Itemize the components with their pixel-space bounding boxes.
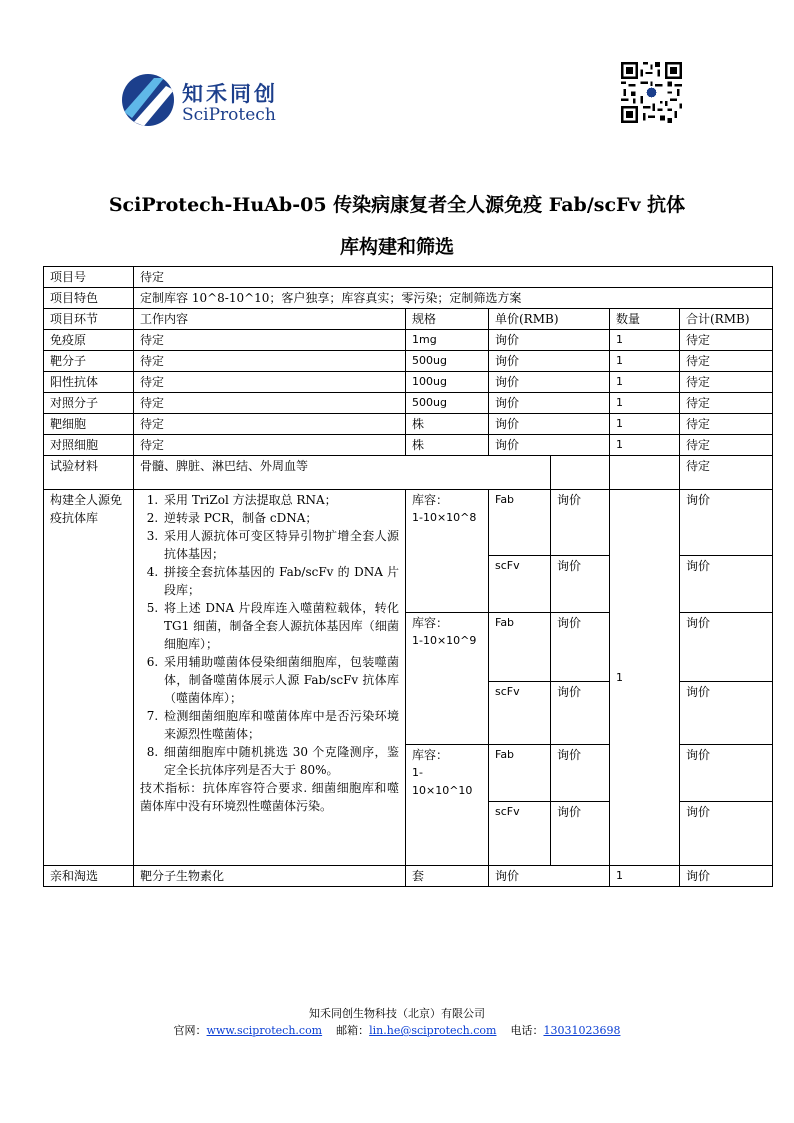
table-row [44, 456, 773, 490]
website-link[interactable]: www.sciprotech.com [206, 1024, 323, 1037]
library-total: 询价 [680, 613, 773, 682]
project-no-value: 待定 [134, 267, 773, 288]
header-spec: 规格 [406, 309, 489, 330]
library-step: 5. 将上述 DNA 片段库连入噬菌粒载体，转化 TG1 细菌，制备全套人源抗体基因库（细菌细胞库）； [162, 599, 399, 653]
email-link[interactable]: lin.he@sciprotech.com [369, 1024, 497, 1037]
library-price: 询价 [551, 490, 610, 556]
item-stage: 阳性抗体 [44, 372, 134, 393]
library-format: Fab [489, 613, 551, 682]
library-price: 询价 [551, 745, 610, 802]
item-price: 询价 [489, 351, 610, 372]
item-spec: 1mg [406, 330, 489, 351]
library-total: 询价 [680, 556, 773, 613]
item-total: 待定 [680, 330, 773, 351]
capacity-label: 库容： [412, 748, 449, 762]
table-row [44, 288, 773, 309]
panning-price: 询价 [489, 866, 610, 887]
material-content: 骨髓、脾脏、淋巴结、外周血等 [134, 456, 551, 490]
item-total: 待定 [680, 372, 773, 393]
item-quantity: 1 [610, 435, 680, 456]
item-total: 待定 [680, 435, 773, 456]
item-quantity: 1 [610, 372, 680, 393]
capacity-cell [406, 613, 489, 745]
table-row [44, 267, 773, 288]
item-spec: 500ug [406, 351, 489, 372]
table-row [44, 372, 773, 393]
item-price: 询价 [489, 435, 610, 456]
library-work-content [134, 490, 406, 866]
item-spec: 株 [406, 414, 489, 435]
panning-label: 亲和淘选 [44, 866, 134, 887]
panning-quantity: 1 [610, 866, 680, 887]
library-step: 3. 采用人源抗体可变区特异引物扩增全套人源抗体基因； [162, 527, 399, 563]
library-step: 7. 检测细菌细胞库和噬菌体库中是否污染环境来源烈性噬菌体； [162, 707, 399, 743]
material-price [551, 456, 610, 490]
logo-english-name: SciProtech [182, 105, 276, 125]
library-price: 询价 [551, 802, 610, 866]
qr-code-icon [621, 62, 682, 123]
header-quantity: 数量 [610, 309, 680, 330]
library-step: 8. 细菌细胞库中随机挑选 30 个克隆测序，鉴定全长抗体序列是否大于 80%。 [162, 743, 399, 779]
item-quantity: 1 [610, 393, 680, 414]
capacity-value: 1-10×10^9 [412, 634, 477, 647]
library-step: 4. 拼接全套抗体基因的 Fab/scFv 的 DNA 片段库； [162, 563, 399, 599]
item-quantity: 1 [610, 330, 680, 351]
item-price: 询价 [489, 393, 610, 414]
footer-phone-label: 电话： [510, 1024, 544, 1037]
library-price: 询价 [551, 613, 610, 682]
footer-contact [0, 1022, 794, 1038]
document-title-line-1: SciProtech-HuAb-05 传染病康复者全人源免疫 Fab/scFv 抗体 [108, 194, 686, 216]
item-stage: 免疫原 [44, 330, 134, 351]
footer-company: 知禾同创生物科技（北京）有限公司 [309, 1007, 485, 1020]
library-total: 询价 [680, 490, 773, 556]
library-total: 询价 [680, 802, 773, 866]
capacity-label: 库容： [412, 616, 449, 630]
item-stage: 靶细胞 [44, 414, 134, 435]
table-row [44, 866, 773, 887]
item-quantity: 1 [610, 414, 680, 435]
panning-total: 询价 [680, 866, 773, 887]
capacity-value: 1-10×10^8 [412, 511, 477, 524]
material-label: 试验材料 [44, 456, 134, 490]
item-price: 询价 [489, 414, 610, 435]
item-price: 询价 [489, 330, 610, 351]
item-work: 待定 [134, 393, 406, 414]
material-total: 待定 [680, 456, 773, 490]
item-total: 待定 [680, 393, 773, 414]
library-label: 构建全人源免疫抗体库 [44, 490, 134, 866]
item-stage: 对照分子 [44, 393, 134, 414]
table-header-row [44, 309, 773, 330]
item-spec: 500ug [406, 393, 489, 414]
capacity-value: 1-10×10^10 [412, 766, 473, 797]
table-row [44, 435, 773, 456]
table-row [44, 351, 773, 372]
library-price: 询价 [551, 556, 610, 613]
library-total: 询价 [680, 682, 773, 745]
item-work: 待定 [134, 435, 406, 456]
item-total: 待定 [680, 351, 773, 372]
item-price: 询价 [489, 372, 610, 393]
item-work: 待定 [134, 351, 406, 372]
capacity-cell [406, 745, 489, 866]
panning-spec: 套 [406, 866, 489, 887]
company-logo [120, 72, 290, 132]
library-price: 询价 [551, 682, 610, 745]
library-steps [140, 491, 399, 779]
document-title-line-2: 库构建和筛选 [339, 236, 454, 258]
library-step: 2. 逆转录 PCR，制备 cDNA； [162, 509, 399, 527]
quote-table [43, 266, 773, 887]
project-no-label: 项目号 [44, 267, 134, 288]
item-work: 待定 [134, 414, 406, 435]
table-row [44, 393, 773, 414]
header-work: 工作内容 [134, 309, 406, 330]
logo-chinese-name: 知禾同创 [182, 82, 278, 106]
feature-label: 项目特色 [44, 288, 134, 309]
item-stage: 靶分子 [44, 351, 134, 372]
feature-value: 定制库容 10^8-10^10；客户独享；库容真实；零污染；定制筛选方案 [134, 288, 773, 309]
item-stage: 对照细胞 [44, 435, 134, 456]
logo-mark-icon [120, 72, 176, 128]
library-format: Fab [489, 490, 551, 556]
library-step: 6. 采用辅助噬菌体侵染细菌细胞库，包装噬菌体，制备噬菌体展示人源 Fab/scFv 抗体库（噬菌体库）； [162, 653, 399, 707]
header-unit-price: 单价(RMB) [489, 309, 610, 330]
table-row [44, 330, 773, 351]
phone-link[interactable]: 13031023698 [543, 1024, 621, 1037]
library-format: scFv [489, 802, 551, 866]
library-note: 技术指标：抗体库容符合要求. 细菌细胞库和噬菌体库中没有环境烈性噬菌体污染。 [140, 781, 399, 813]
material-quantity [610, 456, 680, 490]
library-row [44, 490, 773, 556]
library-format: scFv [489, 556, 551, 613]
capacity-cell [406, 490, 489, 613]
library-total: 询价 [680, 745, 773, 802]
library-quantity: 1 [610, 490, 680, 866]
capacity-label: 库容： [412, 493, 449, 507]
footer-email-label: 邮箱： [336, 1024, 370, 1037]
footer-website-label: 官网： [173, 1024, 207, 1037]
item-work: 待定 [134, 372, 406, 393]
library-step: 1. 采用 TriZol 方法提取总 RNA； [162, 491, 399, 509]
item-spec: 株 [406, 435, 489, 456]
library-format: scFv [489, 682, 551, 745]
item-total: 待定 [680, 414, 773, 435]
header-stage: 项目环节 [44, 309, 134, 330]
panning-content: 靶分子生物素化 [134, 866, 406, 887]
table-row [44, 414, 773, 435]
item-spec: 100ug [406, 372, 489, 393]
library-format: Fab [489, 745, 551, 802]
item-quantity: 1 [610, 351, 680, 372]
header-total: 合计(RMB) [680, 309, 773, 330]
item-work: 待定 [134, 330, 406, 351]
